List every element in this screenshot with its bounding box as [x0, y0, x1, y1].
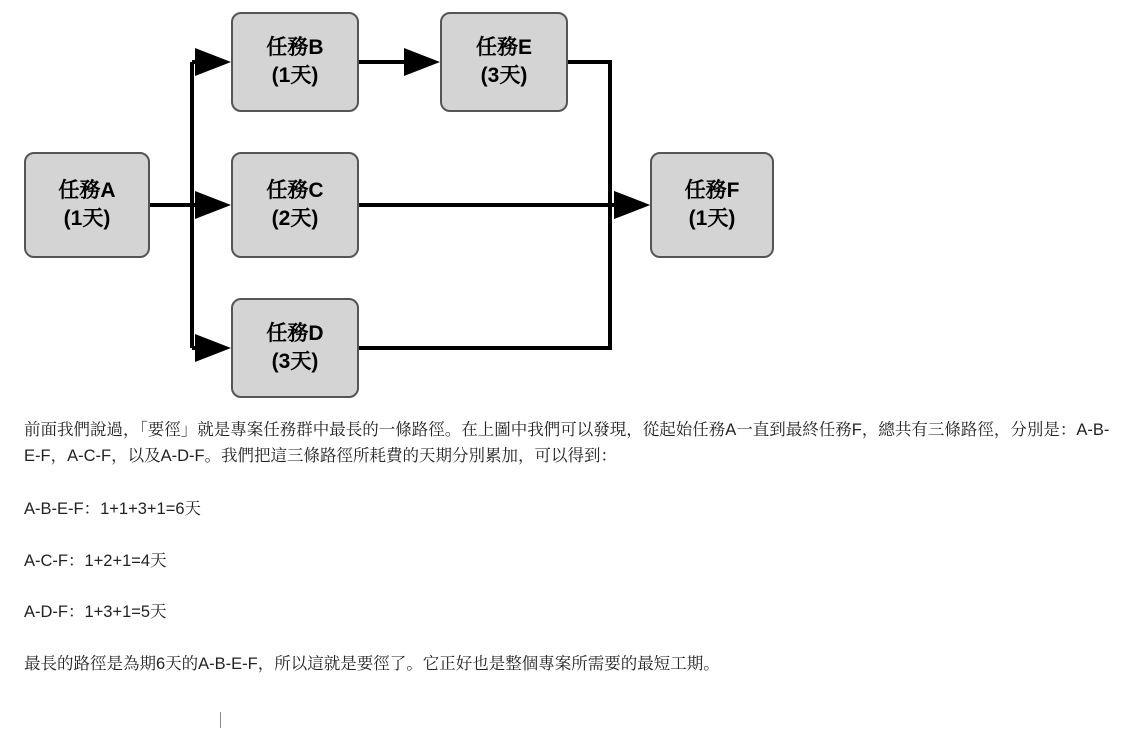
explanation-text [24, 418, 1114, 703]
node-task-e-duration: (3天) [480, 64, 528, 87]
paragraph-conclusion: 最長的路徑是為期6天的A-B-E-F，所以這就是要徑了。它正好也是整個專案所需要的最短工期。 [24, 654, 720, 673]
paragraph-path-adf: A-D-F：1+3+1=5天 [24, 603, 167, 622]
node-task-d-label: 任務D [266, 321, 324, 345]
node-task-f-duration: (1天) [688, 207, 736, 230]
node-task-a[interactable] [24, 152, 150, 258]
paragraph-path-acf: A-C-F：1+2+1=4天 [24, 551, 167, 570]
node-task-f[interactable] [650, 152, 774, 258]
paragraph-path-abef: A-B-E-F：1+1+3+1=6天 [24, 500, 202, 519]
node-task-d-duration: (3天) [271, 350, 319, 373]
node-task-c-duration: (2天) [271, 207, 319, 230]
node-task-c[interactable] [231, 152, 359, 258]
node-task-c-label: 任務C [266, 178, 324, 202]
node-task-a-duration: (1天) [63, 207, 111, 230]
node-task-e-label: 任務E [475, 35, 532, 59]
edge-e-to-f [568, 62, 644, 205]
node-task-a-label: 任務A [58, 178, 116, 202]
node-task-b-label: 任務B [266, 35, 324, 59]
node-task-b[interactable] [231, 12, 359, 112]
edge-d-to-f [359, 207, 610, 348]
node-task-d[interactable] [231, 298, 359, 398]
paragraph-intro: 前面我們說過，「要徑」就是專案任務群中最長的一條路徑。在上圖中我們可以發現，從起始任務A一直到最終任務F，總共有三條路徑，分別是：A-B-E-F，A-C-F，以及A-D-F。我們把這三條路徑所耗費的天期分別累加，可以得到： [24, 421, 1110, 465]
text-caret [220, 712, 221, 728]
node-task-b-duration: (1天) [271, 64, 319, 87]
node-task-f-label: 任務F [684, 178, 740, 202]
node-task-e[interactable] [440, 12, 568, 112]
